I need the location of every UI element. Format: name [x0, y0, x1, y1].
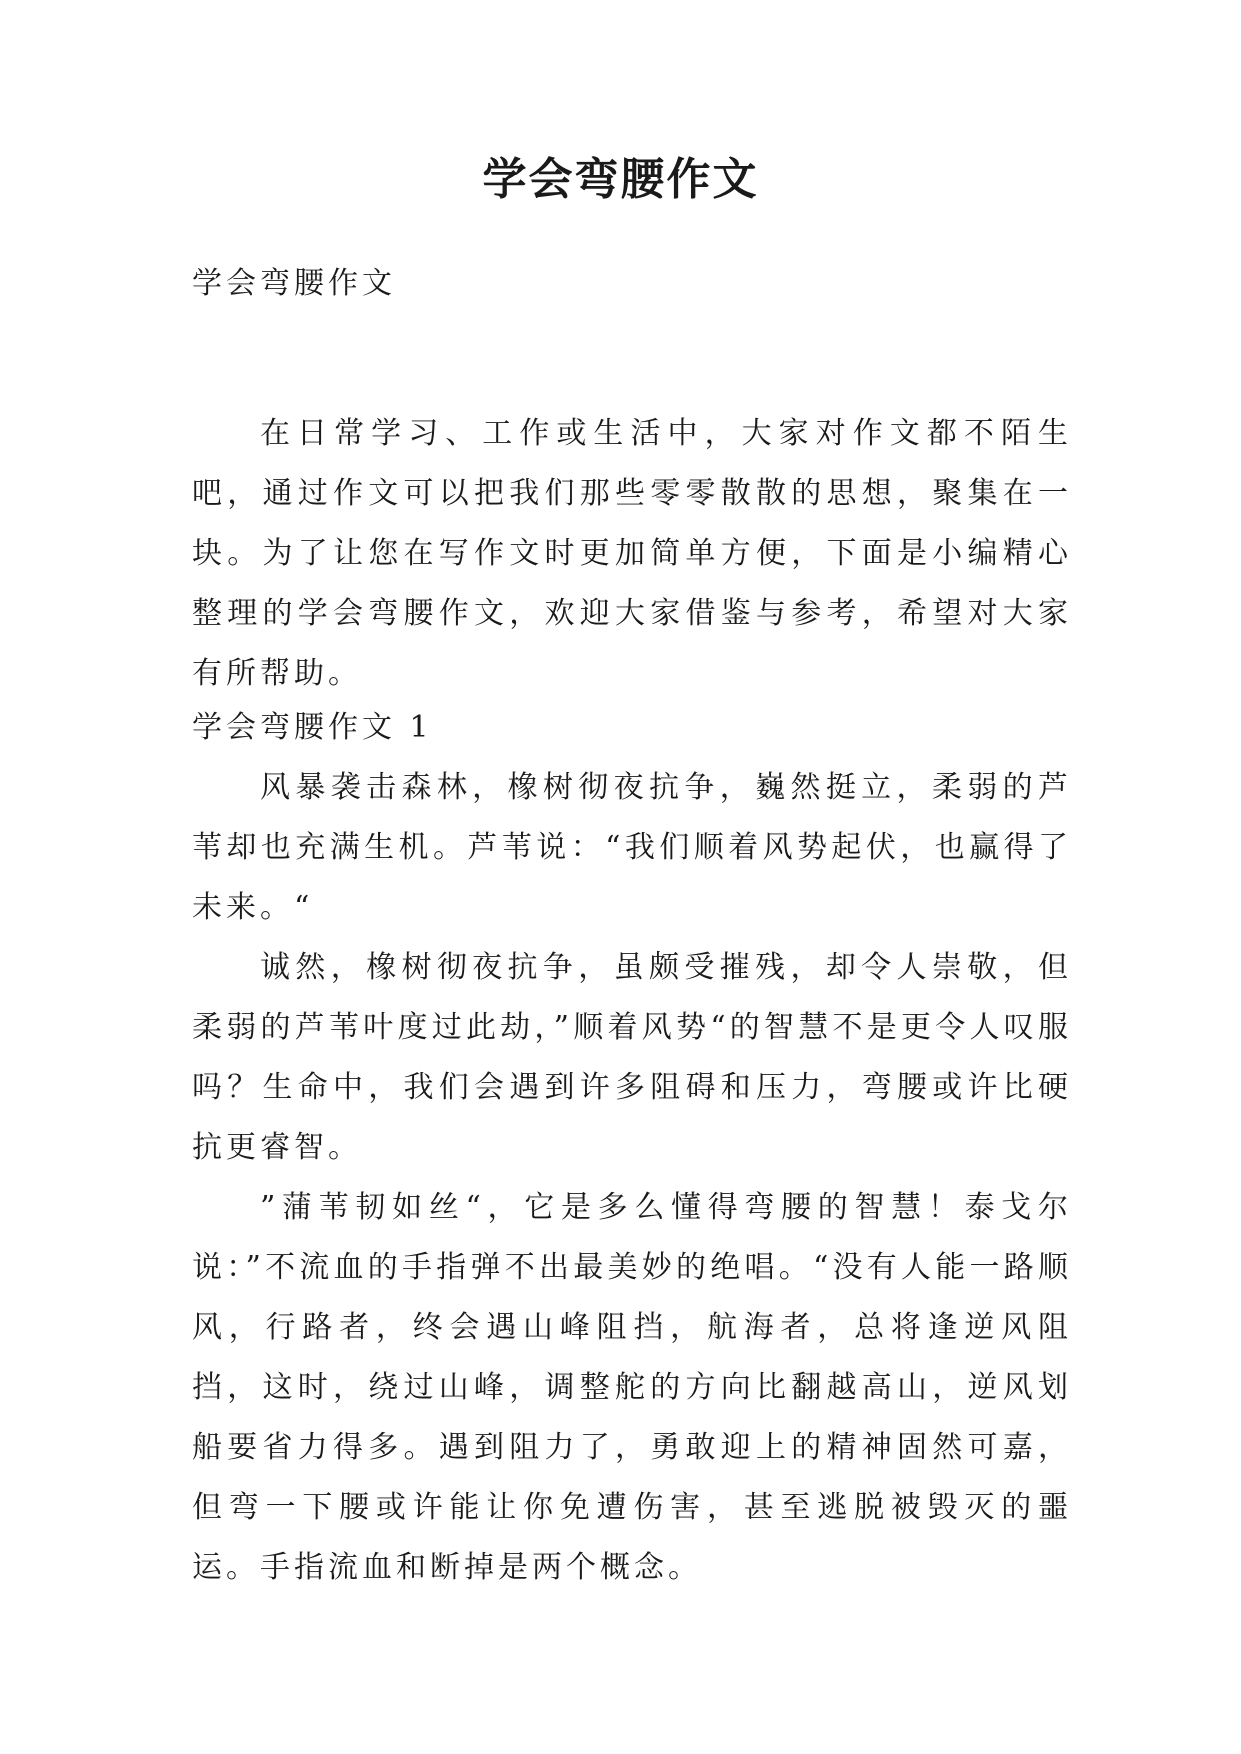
body-paragraph: ”蒲苇韧如丝“，它是多么懂得弯腰的智慧！泰戈尔说：”不流血的手指弹不出最美妙的绝唱。“没有人能一路顺风，行路者，终会遇山峰阻挡，航海者，总将逢逆风阻挡，这时，绕过山峰，调整舵的方向比翻越高山，逆风划船要省力得多。遇到阻力了，勇敢迎上的精神固然可嘉，但弯一下腰或许能让你免遭伤害，甚至逃脱被毁灭的噩运。手指流血和断掉是两个概念。	[192, 1190, 1072, 1585]
document-title: 学会弯腰作文	[482, 154, 759, 205]
body-paragraph: 诚然，橡树彻夜抗争，虽颇受摧残，却令人崇敬，但柔弱的芦苇叶度过此劫，”顺着风势“的智慧不是更令人叹服吗？生命中，我们会遇到许多阻碍和压力，弯腰或许比硬抗更睿智。	[192, 950, 1072, 1165]
intro-paragraph: 在日常学习、工作或生活中，大家对作文都不陌生吧，通过作文可以把我们那些零零散散的思想，聚集在一块。为了让您在写作文时更加简单方便，下面是小编精心整理的学会弯腰作文，欢迎大家借鉴与参考，希望对大家有所帮助。	[192, 416, 1072, 691]
body-paragraph: 风暴袭击森林，橡树彻夜抗争，巍然挺立，柔弱的芦苇却也充满生机。芦苇说：“我们顺着风势起伏，也赢得了未来。“	[192, 770, 1072, 925]
document-subtitle: 学会弯腰作文	[192, 266, 396, 301]
section-body	[192, 758, 1072, 1598]
section-heading: 学会弯腰作文 1	[192, 710, 433, 745]
